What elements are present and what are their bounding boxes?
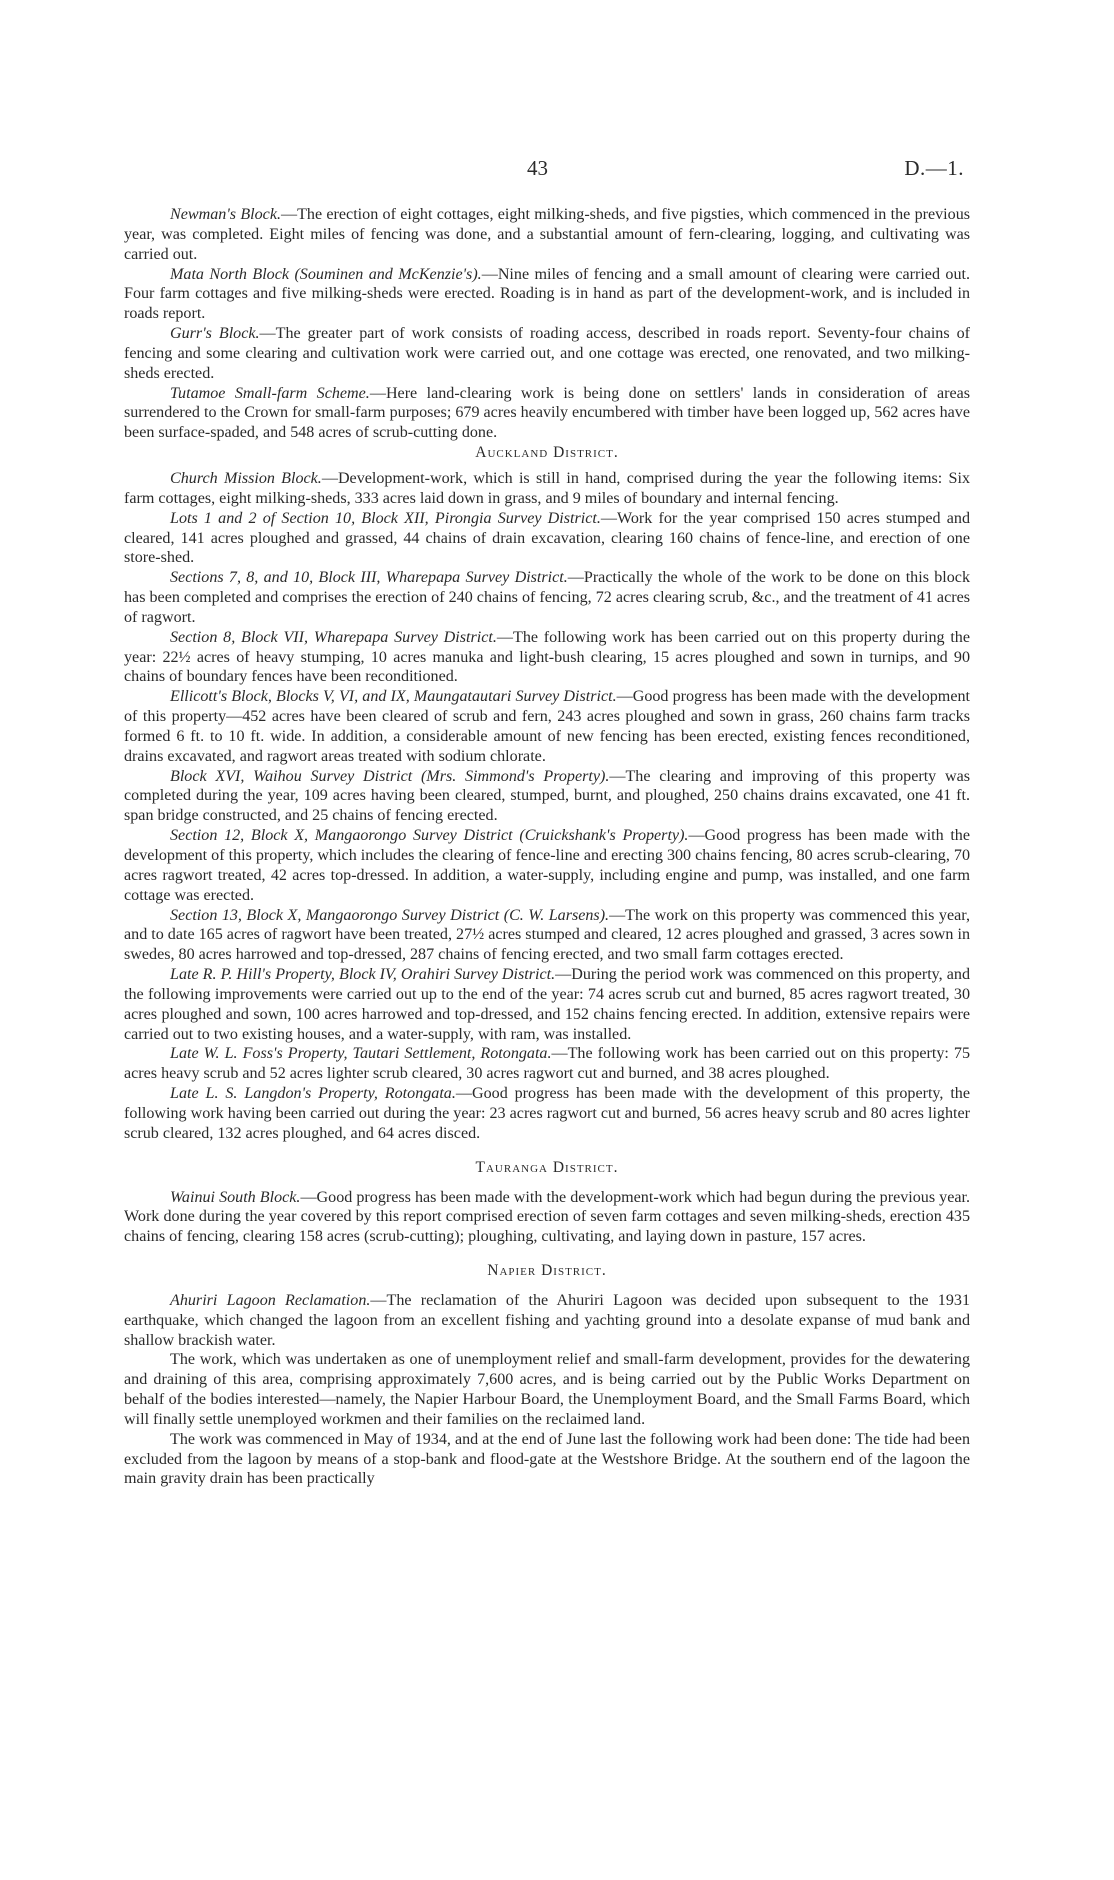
- paragraph-text: The work was commenced in May of 1934, and at the end of June last the following work had been done: The tide had been excluded from the lagoon by means of a stop-bank and flood-gate at the Westshore Bridge. At the southern end of the lagoon the main gravity drain has been practically: [124, 1430, 970, 1488]
- paragraph-lead: Lots 1 and 2 of Section 10, Block XII, Pirongia Survey District.: [170, 509, 601, 527]
- paragraph-text: —The clearing and improving of this property was completed during the year, 109 acres having been cleared, stumped, burnt, and ploughed, 250 chains drains excavated, one 41 ft. span bridge constructed, and 25 chains of fencing erected.: [124, 767, 971, 825]
- paragraph-text: —Here land-clearing work is being done on settlers' lands in consideration of areas surrendered to the Crown for small-farm purposes; 679 acres heavily encumbered with timber have been logged up, 562 acres have been surface-spaded, and 548 acres of scrub-cutting done.: [124, 384, 970, 442]
- paragraph-text: —Good progress has been made with the development of this property—452 acres have been cleared of scrub and fern, 243 acres ploughed and sown in grass, 260 chains farm tracks formed 6 ft. to 10 ft. wide. In addition, a considerable amount of new fencing has been erected, existing fences reconditioned, drains excavated, and ragwort areas treated with sodium chlorate.: [124, 688, 970, 765]
- paragraph: [124, 965, 970, 1044]
- paragraph-text: —The erection of eight cottages, eight milking-sheds, and five pigsties, which commenced in the previous year, was completed. Eight miles of fencing was done, and a substantial amount of fern-clearing, logging, and cultivating was carried out.: [124, 206, 970, 263]
- page-number: 43: [527, 156, 548, 180]
- paragraph: [124, 324, 970, 384]
- paragraph-lead: Tutamoe Small-farm Scheme.: [170, 384, 370, 402]
- report-body: [124, 205, 970, 1489]
- paragraph-text: —The following work has been carried out on this property during the year: 22½ acres of heavy stumping, 10 acres manuka and light-bush clearing, 15 acres ploughed and sown in turnips, and 90 chains of boundary fences have been reconditioned.: [124, 628, 970, 686]
- paragraph: [124, 1084, 970, 1144]
- paragraph-lead: Newman's Block.: [170, 206, 281, 223]
- paragraph-text: The work, which was undertaken as one of unemployment relief and small-farm development, provides for the dewatering and draining of this area, comprising approximately 7,600 acres, and is being carried out by the Public Works Department on behalf of the bodies interested—namely, the Napier Harbour Board, the Unemployment Board, and the Small Farms Board, which will finally settle unemployed workmen and their families on the reclaimed land.: [124, 1351, 970, 1428]
- page-header: [0, 156, 1114, 186]
- paragraph-text: —The reclamation of the Ahuriri Lagoon was decided upon subsequent to the 1931 earthquake, which changed the lagoon from an excellent fishing and yachting ground into a desolate expanse of mud bank and shallow brackish water.: [124, 1291, 970, 1349]
- paragraph-lead: Late W. L. Foss's Property, Tautari Settlement, Rotongata.: [170, 1045, 552, 1063]
- paragraph: [124, 767, 970, 827]
- paragraph: [124, 509, 970, 569]
- paragraph: [124, 469, 970, 509]
- paragraph-text: —Nine miles of fencing and a small amount of clearing were carried out. Four farm cottages and five milking-sheds were erected. Roading is in hand as part of the development-work, and is included in roads report.: [124, 265, 971, 323]
- paragraph-text: —Good progress has been made with the development-work which had begun during the previous year. Work done during the year covered by this report comprised erection of seven farm cottages and seven milking-sheds, erection 435 chains of fencing, clearing 158 acres (scrub-cutting); ploughing, cultivating, and laying down in pasture, 157 acres.: [124, 1188, 970, 1246]
- paragraph: [124, 1430, 970, 1490]
- paragraph-lead: Late R. P. Hill's Property, Block IV, Orahiri Survey District.: [170, 966, 556, 984]
- paragraph-text: —The greater part of work consists of roading access, described in roads report. Seventy-four chains of fencing and some clearing and cultivation work were carried out, and one cottage was erected, one renovated, and two milking-sheds erected.: [124, 325, 970, 382]
- section-heading-napier: Napier District.: [487, 1262, 607, 1280]
- paragraph-lead: Church Mission Block.: [170, 469, 322, 487]
- paragraph-lead: Mata North Block (Souminen and McKenzie's).: [170, 265, 482, 283]
- paragraph: [124, 628, 970, 688]
- paragraph-lead: Gurr's Block.: [170, 325, 260, 343]
- section-heading-tauranga: Tauranga District.: [475, 1158, 619, 1176]
- paragraph-text: —The following work has been carried out on this property: 75 acres heavy scrub and 52 acres lighter scrub cleared, 30 acres ragwort cut and burned, and 38 acres ploughed.: [124, 1045, 970, 1083]
- paragraph-text: —Good progress has been made with the development of this property, which includes the clearing of fence-line and erecting 300 chains fencing, 80 acres scrub-clearing, 70 acres ragwort treated, 42 acres top-dressed. In addition, a water-supply, including engine and pump, was installed, and one farm cottage was erected.: [124, 827, 971, 904]
- paragraph: [124, 1291, 970, 1351]
- paragraph: [124, 687, 970, 766]
- paragraph-lead: Wainui South Block.: [170, 1188, 301, 1206]
- paragraph-text: —Work for the year comprised 150 acres stumped and cleared, 141 acres ploughed and grassed, 44 chains of drain excavation, clearing 160 chains of fence-line, and erection of one store-shed.: [124, 509, 970, 567]
- paragraph-text: —Good progress has been made with the development of this property, the following work having been carried out during the year: 23 acres ragwort cut and burned, 56 acres heavy scrub and 80 acres lighter scrub cleared, 132 acres ploughed, and 64 acres disced.: [124, 1085, 970, 1142]
- paragraph-lead: Ahuriri Lagoon Reclamation.: [170, 1291, 371, 1309]
- paragraph: [124, 384, 970, 444]
- paragraph-lead: Section 12, Block X, Mangaorongo Survey District (Cruickshank's Property).: [170, 827, 689, 845]
- paragraph: [124, 1188, 970, 1248]
- paragraph-text: —Practically the whole of the work to be done on this block has been completed and comprises the erection of 240 chains of fencing, 72 acres clearing scrub, &c., and the treatment of 41 acres of ragwort.: [124, 569, 970, 626]
- section-heading-auckland: Auckland District.: [475, 444, 619, 462]
- paragraph-lead: Sections 7, 8, and 10, Block III, Wharepapa Survey District.: [170, 569, 568, 587]
- paragraph: [124, 568, 970, 628]
- paragraph: [124, 826, 970, 905]
- paragraph-text: —The work on this property was commenced this year, and to date 165 acres of ragwort have been treated, 27½ acres stumped and cleared, 12 acres ploughed and grassed, 3 acres sown in swedes, 80 acres harrowed and top-dressed, 287 chains of fencing erected, and two small farm cottages erected.: [124, 906, 970, 964]
- paragraph-text: —Development-work, which is still in hand, comprised during the year the following items: Six farm cottages, eight milking-sheds, 333 acres laid down in grass, and 9 miles of boundary and internal fencing.: [124, 469, 971, 507]
- paragraph-text: —During the period work was commenced on this property, and the following improvements were carried out up to the end of the year: 74 acres scrub cut and burned, 85 acres ragwort treated, 30 acres ploughed and sown, 100 acres harrowed and top-dressed, and 152 chains fencing erected. In addition, extensive repairs were carried out to two existing houses, and a water-supply, with ram, was installed.: [124, 966, 970, 1043]
- paragraph-lead: Block XVI, Waihou Survey District (Mrs. Simmond's Property).: [170, 767, 610, 785]
- document-reference: D.—1.: [904, 156, 964, 180]
- paragraph: [124, 1044, 970, 1084]
- paragraph-lead: Section 8, Block VII, Wharepapa Survey District.: [170, 628, 497, 646]
- paragraph-lead: Late L. S. Langdon's Property, Rotongata.: [170, 1085, 456, 1103]
- paragraph: [124, 265, 970, 325]
- paragraph: [124, 906, 970, 966]
- paragraph-lead: Ellicott's Block, Blocks V, VI, and IX, Maungatautari Survey District.: [170, 688, 617, 706]
- paragraph: [124, 205, 970, 265]
- paragraph-lead: Section 13, Block X, Mangaorongo Survey District (C. W. Larsens).: [170, 906, 610, 924]
- paragraph: [124, 1350, 970, 1429]
